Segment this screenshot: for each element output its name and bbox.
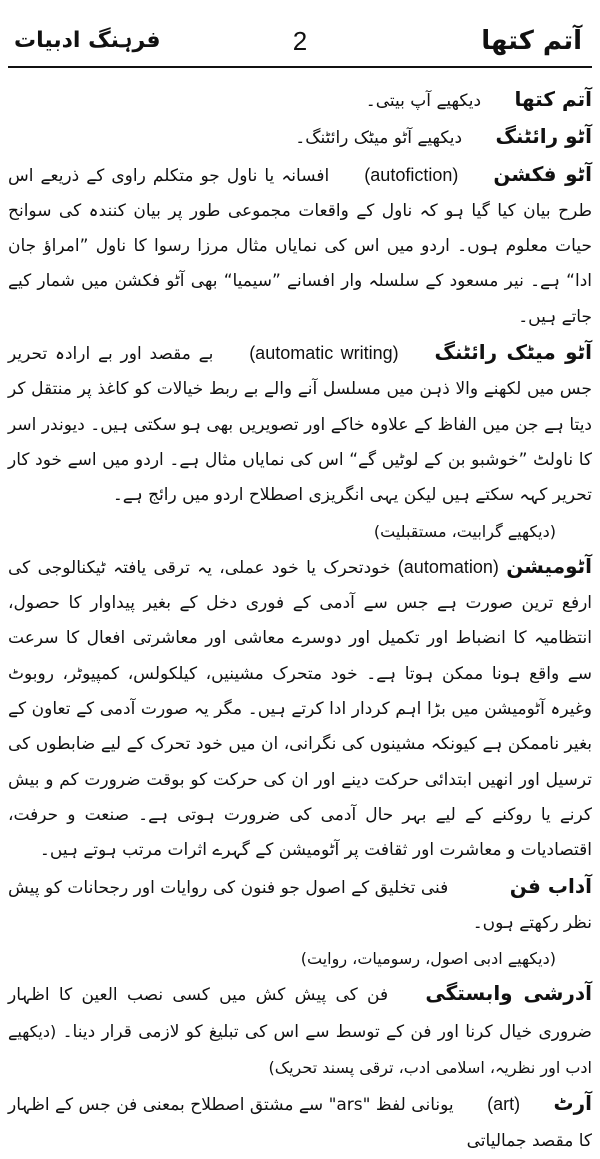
entry bbox=[8, 869, 592, 942]
entry bbox=[8, 82, 592, 119]
entry-english: (art) bbox=[487, 1094, 521, 1115]
entry-term: آٹو میٹک رائٹنگ bbox=[434, 340, 592, 365]
entry bbox=[8, 976, 592, 1086]
page-header bbox=[8, 0, 592, 68]
entry-text: خودتحرک یا خود عملی، یہ ترقی یافتہ ٹیکنالوجی کی ارفع ترین صورت ہے جس سے آدمی کے فوری دخل کے بغیر پیداوار کا حصول، انتظامیہ کا انضباط اور تکمیل اور دوسرے معاشی اور معاشرتی افعال کا سرعت سے واقع ہونا ممکن ہوتا ہے۔ خود متحرک مشینیں، کیلکولس، کمپیوٹر، روبوٹ وغیرہ آٹومیشن میں بڑا اہم کردار ادا کرتے ہیں۔ مگر یہ صورت آدمی کے تعاون کے بغیر ناممکن ہے کیونکہ مشینوں کی نگرانی، ان میں خود تحرک کے لیے ضابطوں کی ترسیل اور انھیں ابتدائی حرکت دینے اور ان کی حرکت کو بوقت ضرورت کم و بیش کرنے یا روکنے کے لیے بہر حال آدمی کی ضرورت ہوتی ہے۔ صنعت و حرفت، اقتصادیات و معاشرت اور ثقافت پر آٹومیشن کے گہرے اثرات مرتب ہوتے ہیں۔ bbox=[8, 557, 592, 861]
entry-text: دیکھیے آٹو میٹک رائٹنگ۔ bbox=[295, 128, 463, 149]
entry-text: دیکھیے آپ بیتی۔ bbox=[365, 91, 482, 111]
entry bbox=[8, 157, 592, 335]
entry-see-also: (دیکھیے ادبی اصول، رسومیات، روایت) bbox=[300, 949, 556, 969]
entry-term: آٹو فکشن bbox=[493, 161, 593, 186]
entry-term: آداب فن bbox=[509, 873, 592, 898]
entry-term: آدرشی وابستگی bbox=[425, 981, 592, 1006]
entry bbox=[8, 549, 592, 869]
page-number: 2 bbox=[292, 26, 308, 56]
entry bbox=[8, 1086, 592, 1159]
entry-text: افسانہ یا ناول جو متکلم راوی کے ذریعے اس طرح بیان کیا گیا ہو کہ ناول کے واقعات مجموعی طور پر بیان کنندہ کی سوانح حیات معلوم ہوں۔ اردو میں اس کی نمایاں مثال مرزا رسوا کا ناول ”امراؤ جان ادا“ ہے۔ نیر مسعود کے سلسلہ وار افسانے ”سیمیا“ بھی آٹو فکشن میں شمار کیے جاتے ہیں۔ bbox=[8, 165, 592, 327]
entry-english: (automatic writing) bbox=[249, 343, 399, 364]
entry-text: بے مقصد اور بے ارادہ تحریر جس میں لکھنے والا ذہن میں مسلسل آنے والے بے ربط خیالات کو کاغذ پر منتقل کر دیتا ہے جن میں الفاظ کے علاوہ خاکے اور تصویریں بھی ہو سکتی ہیں۔ دیوندر اسر کا ناولٹ ”خوشبو بن کے لوٹیں گے“ اس کی نمایاں مثال ہے۔ اردو میں اسے خود کار تحریر کہہ سکتے ہیں لیکن یہی انگریزی اصطلاح اردو میں رائج ہے۔ bbox=[8, 344, 592, 506]
entry-see-also: (دیکھیے ادب اور نظریہ، اسلامی ادب، ترقی پسند تحریک) bbox=[8, 1021, 592, 1078]
entry bbox=[8, 119, 592, 156]
entry-text: فنی تخلیق کے اصول جو فنون کی روایات اور رجحانات کو پیش نظر رکھتے ہوں۔ bbox=[8, 877, 592, 933]
entry-english: (autofiction) bbox=[364, 164, 459, 185]
entry-term: آتم کتھا bbox=[514, 87, 592, 111]
entry-term: آٹو رائٹنگ bbox=[495, 124, 592, 149]
entries bbox=[8, 68, 592, 1159]
entry-text: یونانی لفظ "ars" سے مشتق اصطلاح بمعنی فن جس کے اظہار کا مقصد جمالیاتی bbox=[8, 1095, 592, 1151]
entry-term: آٹومیشن bbox=[506, 553, 592, 578]
running-title-left: فرہنگ ادبیات bbox=[14, 28, 161, 53]
entry bbox=[8, 335, 592, 513]
entry-term: آرٹ bbox=[553, 1091, 592, 1116]
running-title-right: آتم کتھا bbox=[481, 26, 582, 56]
entry-english: (automation) bbox=[397, 556, 499, 577]
entry-text: فن کی پیش کش میں کسی نصب العین کا اظہار ضروری خیال کرنا اور فن کے توسط سے اس کی تبلیغ کو لازمی قرار دینا۔ bbox=[8, 985, 592, 1042]
entry-see-also: (دیکھیے گرابیت، مستقبلیت) bbox=[373, 521, 556, 541]
